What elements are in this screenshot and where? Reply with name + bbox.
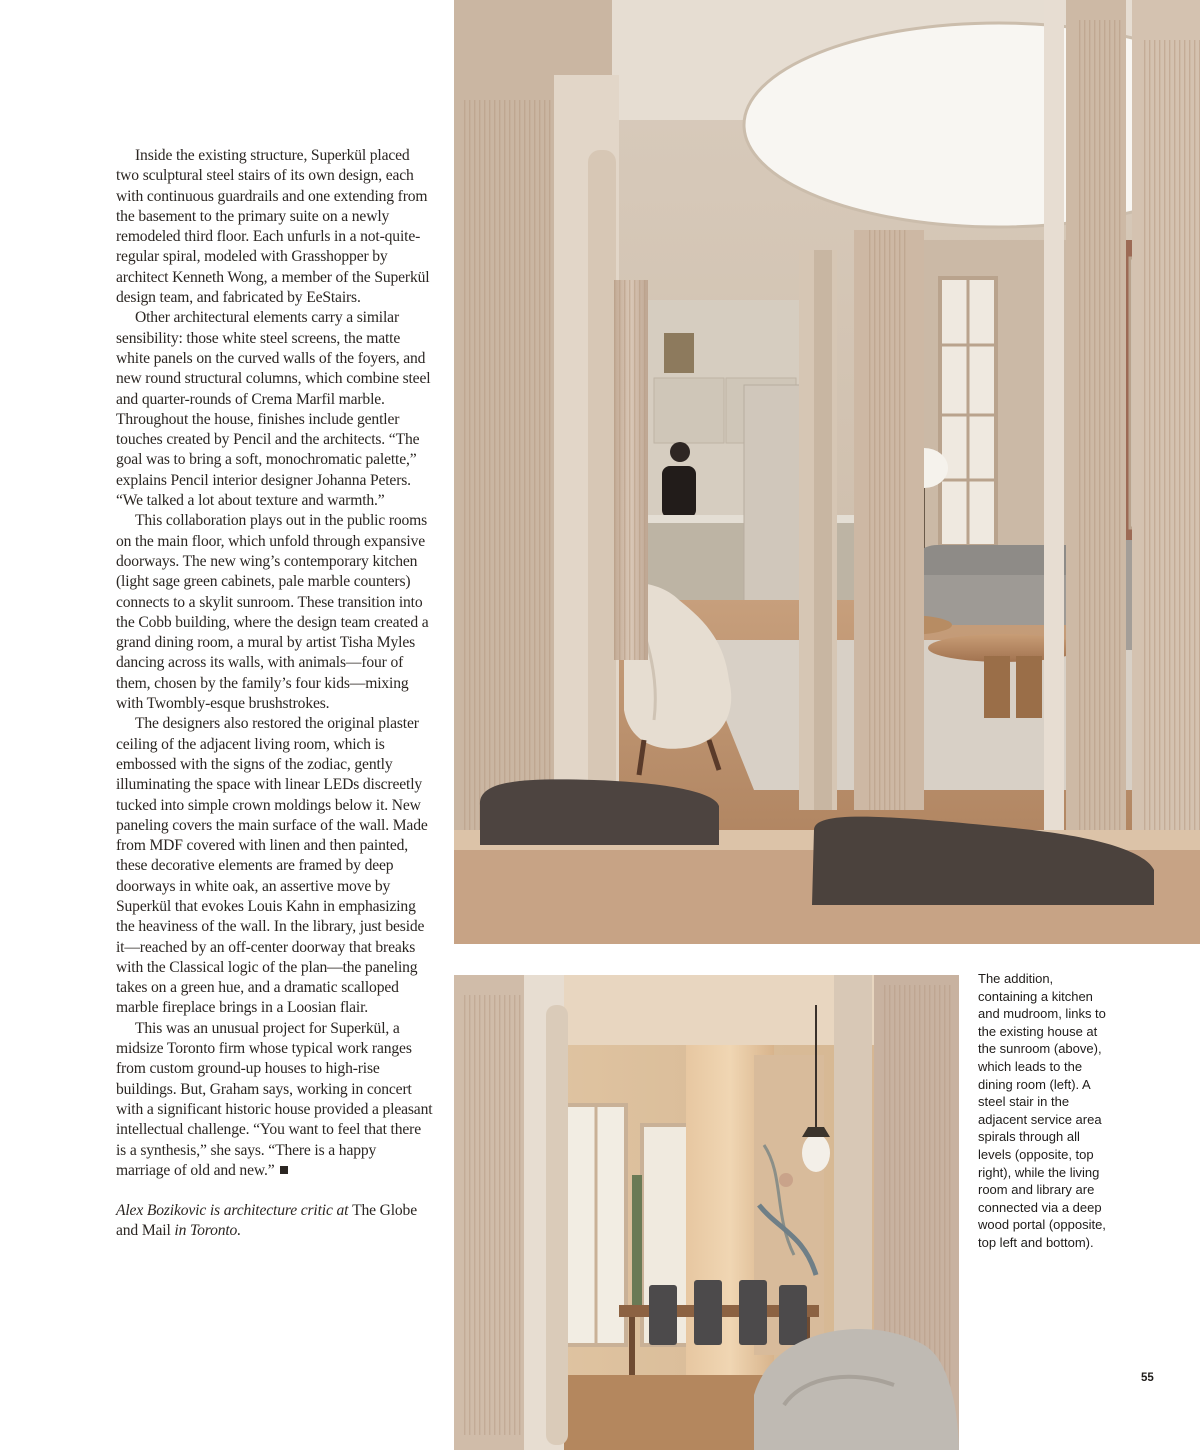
byline-location: in Toronto. bbox=[170, 1222, 241, 1240]
page-number: 55 bbox=[1141, 1372, 1154, 1384]
author-byline bbox=[116, 1201, 434, 1242]
article-paragraph-3: This collaboration plays out in the public rooms on the main floor, which unfold through expansive doorways. The new wing’s contemporary kitchen (light sage green cabinets, pale marble counters) connects to a skylit sunroom. These transition into the Cobb building, where the design team created a grand dining room, a mural by artist Tisha Myles dancing across its walls, with animals—four of them, chosen by the family’s four kids—mixing with Twombly-esque brushstrokes. bbox=[116, 512, 429, 713]
dining-room-photo bbox=[454, 975, 959, 1450]
article-body bbox=[116, 146, 434, 1242]
sunroom-photo bbox=[454, 0, 1200, 944]
article-paragraph-5-text: This was an unusual project for Superkül, a midsize Toronto firm whose typical work ranges from custom ground-up houses to high-rise buildings. But, Graham says, working in concert with a significant historic house provided a pleasant intellectual challenge. “You want to feel that there is a synthesis,” she says. “There is a happy marriage of old and new.” bbox=[116, 1019, 433, 1179]
byline-text: Alex Bozikovic is architecture critic at bbox=[116, 1202, 353, 1220]
dining-room-illustration bbox=[454, 975, 959, 1450]
article-paragraph-5 bbox=[116, 1019, 434, 1181]
article-paragraph-2: Other architectural elements carry a similar sensibility: those white steel screens, the matte white panels on the curved walls of the foyers, and new round structural columns, which combine steel and quarter-rounds of Crema Marfil marble. Throughout the house, finishes include gentler touches created by Pencil and the architects. “The goal was to bring a soft, monochromatic palette,” explains Pencil interior designer Johanna Peters. “We talked a lot about texture and warmth.” bbox=[116, 309, 431, 510]
article-paragraph-1: Inside the existing structure, Superkül placed two sculptural steel stairs of its own design, each with continuous guardrails and one extending from the basement to the primary suite on a newly remodeled third floor. Each unfurls in a not-quite-regular spiral, modeled with Grasshopper by architect Kenneth Wong, a member of the Superkül design team, and fabricated by EeStairs. bbox=[116, 147, 430, 307]
byline-publication: The Globe and Mail bbox=[116, 1202, 417, 1240]
end-mark-icon bbox=[280, 1166, 288, 1174]
photo-caption: The addition, containing a kitchen and mudroom, links to the existing house at the sunroom (above), which leads to the dining room (left). A steel stair in the adjacent service area spirals through all levels (opposite, top right), while the living room and library are connected via a deep wood portal (opposite, top left and bottom). bbox=[978, 971, 1106, 1250]
sunroom-illustration bbox=[454, 0, 1200, 944]
article-paragraph-4: The designers also restored the original plaster ceiling of the adjacent living room, which is embossed with the signs of the zodiac, gently illuminating the space with linear LEDs discreetly tucked into simple crown moldings below it. New paneling covers the main surface of the wall. Made from MDF covered with linen and then painted, these decorative elements are framed by deep doorways in white oak, an assertive move by Superkül that evokes Louis Kahn in emphasizing the heaviness of the wall. In the library, just beside it—reached by an off-center doorway that breaks with the Classical logic of the plan—the paneling takes on a green hue, and a dramatic scalloped marble fireplace brings in a Loosian flair. bbox=[116, 715, 428, 1017]
